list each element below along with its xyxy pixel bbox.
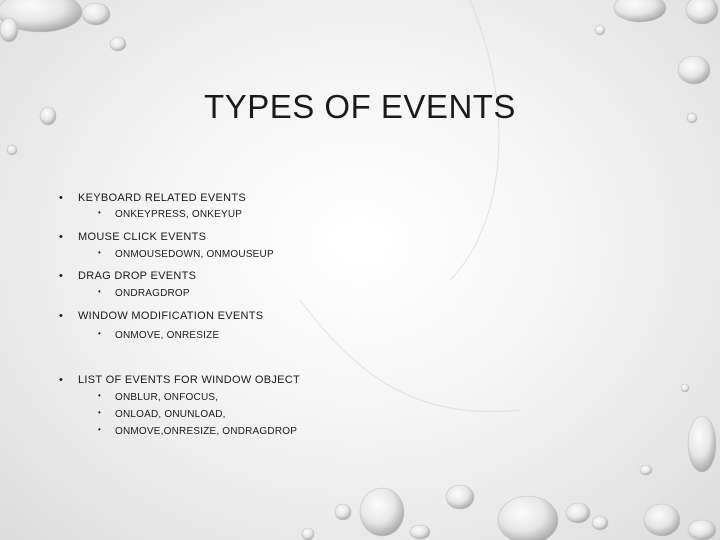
- sub-bullet-marker: •: [98, 208, 102, 217]
- sub-bullet-marker: •: [98, 248, 102, 257]
- bullet-item: [59, 231, 207, 243]
- sub-bullet-item: [98, 425, 298, 437]
- sub-bullet-item: [98, 248, 274, 260]
- bullet-marker: •: [59, 192, 64, 204]
- sub-bullet-text: ONLOAD, ONUNLOAD,: [115, 409, 226, 420]
- sub-bullet-text: ONMOVE, ONRESIZE: [115, 330, 220, 341]
- bullet-text: WINDOW MODIFICATION EVENTS: [78, 310, 264, 322]
- bullet-marker: •: [59, 374, 64, 386]
- sub-bullet-item: [98, 208, 243, 220]
- bullet-marker: •: [59, 231, 64, 243]
- sub-bullet-marker: •: [98, 408, 102, 417]
- bullet-marker: •: [59, 270, 64, 282]
- slide-title: TYPES OF EVENTS: [204, 88, 516, 125]
- sub-bullet-text: ONMOVE,ONRESIZE, ONDRAGDROP: [115, 426, 298, 437]
- bullet-text: LIST OF EVENTS FOR WINDOW OBJECT: [78, 374, 301, 386]
- bullet-item: [59, 270, 197, 282]
- sub-bullet-text: ONDRAGDROP: [115, 288, 190, 299]
- sub-bullet-marker: •: [98, 425, 102, 434]
- sub-bullet-text: ONBLUR, ONFOCUS,: [115, 392, 219, 403]
- sub-bullet-item: [98, 329, 220, 341]
- bullet-text: DRAG DROP EVENTS: [78, 270, 197, 282]
- bullet-item: [59, 192, 247, 204]
- sub-bullet-item: [98, 408, 226, 420]
- sub-bullet-item: [98, 287, 190, 299]
- sub-bullet-text: ONKEYPRESS, ONKEYUP: [115, 209, 243, 220]
- bullet-text: KEYBOARD RELATED EVENTS: [78, 192, 247, 204]
- sub-bullet-text: ONMOUSEDOWN, ONMOUSEUP: [115, 249, 274, 260]
- sub-bullet-marker: •: [98, 287, 102, 296]
- sub-bullet-marker: •: [98, 329, 102, 338]
- bullet-marker: •: [59, 310, 64, 322]
- sub-bullet-marker: •: [98, 391, 102, 400]
- bullet-text: MOUSE CLICK EVENTS: [78, 231, 207, 243]
- bullet-item: [59, 310, 264, 322]
- sub-bullet-item: [98, 391, 219, 403]
- bullet-item: [59, 374, 301, 386]
